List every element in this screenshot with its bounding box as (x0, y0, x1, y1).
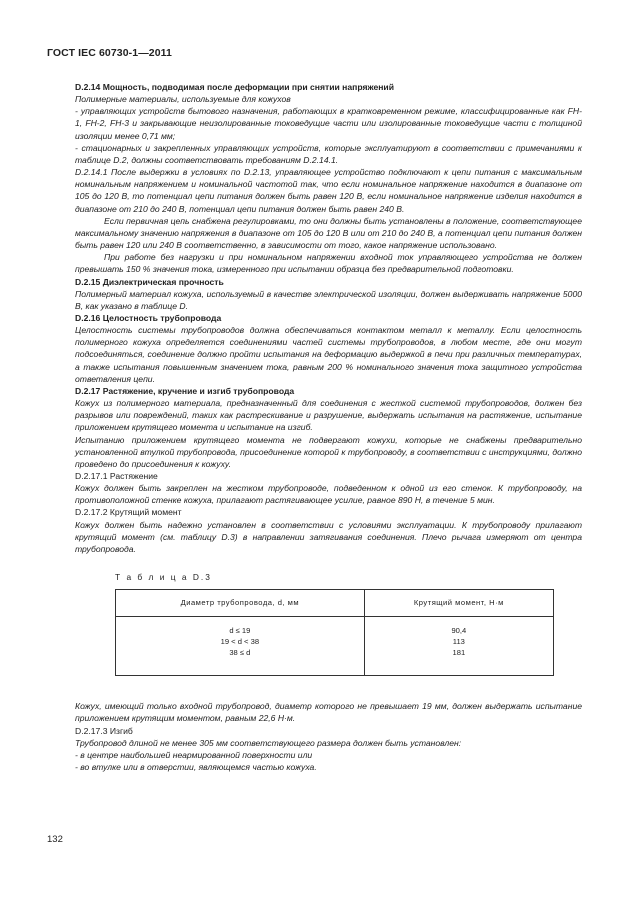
document-code-header: ГОСТ IEC 60730-1—2011 (47, 47, 172, 59)
paragraph: Полимерный материал кожуха, используемый в качестве электрической изоляции, должен выдерживать напряжение 5000 В, как указано в таблице D. (75, 288, 582, 311)
paragraph: - стационарных и закрепленных управляющих устройств, которые эксплуатируют в соответствии с примечаниями к таблице D.2, должны соответствовать требованиям D.2.14.1. (75, 142, 582, 165)
table-cell-torque: 90,4 (451, 626, 467, 636)
subsection-heading-d2172: D.2.17.2 Крутящий момент (75, 507, 182, 518)
table-cell-diameter: 19 < d < 38 (220, 637, 260, 647)
table-caption: Т а б л и ц а D.3 (115, 572, 212, 583)
section-heading-d216: D.2.16 Целостность трубопровода (75, 312, 222, 323)
paragraph: Полимерные материалы, используемые для кожухов (75, 94, 291, 105)
table-cell-diameter: 38 ≤ d (229, 648, 251, 658)
paragraph: Испытанию приложением крутящего момента не подвергают кожухи, которые не снабжены предварительно установленной втулкой трубопровода, присоединение которой к трубопроводу, в соответствии с инструкциями, должно проведено до присоединения к кожуху. (75, 434, 582, 469)
paragraph: При работе без нагрузки и при номинальном напряжении входной ток управляющего устройства не должен превышать 150 % значения тока, измеренного при испытании образца без предварительной подготовки. (75, 252, 582, 275)
section-heading-d214: D.2.14 Мощность, подводимая после деформации при снятии напряжений (75, 82, 394, 92)
table-header-diameter: Диаметр трубопровода, d, мм (116, 590, 365, 617)
torque-column (364, 617, 553, 676)
table-header-torque: Крутящий момент, Н·м (364, 590, 553, 617)
subsection-heading-d2171: D.2.17.1 Растяжение (75, 471, 158, 481)
subsection-heading-d2173: D.2.17.3 Изгиб (75, 725, 133, 736)
paragraph: D.2.14.1 После выдержки в условиях по D.2.13, управляющее устройство подключают к цепи питания с максимальным номинальным напряжением и номинальной частотой так, что если номинальное напряжение находится в диапазоне от 105 до 120 В, то потенциал цепи питания должен быть равен 120 В, если номинальное напряжение изделия находится в диапазоне от 210 до 240 В, потенциал цепи питания должен быть равен 240 В. (75, 167, 582, 214)
paragraph: Кожух, имеющий только входной трубопровод, диаметр которого не превышает 19 мм, должен выдержать испытание приложением крутящим моментом, равным 22,6 Н·м. (75, 701, 582, 724)
table-cell-torque: 113 (452, 637, 465, 647)
section-heading-d215: D.2.15 Диэлектрическая прочность (75, 276, 224, 287)
paragraph: Кожух должен быть надежно установлен в соответствии с условиями эксплуатации. К трубопроводу прилагают крутящий момент (см. таблицу D.3) в направлении затягивания соединения. Плечо рычага измеряют от центра трубопровода. (75, 519, 582, 554)
paragraph: - управляющих устройств бытового назначения, работающих в кратковременном режиме, классифицированные как FH-1, FH-2, FH-3 и закрывающие неизолированные токоведущие части или изолированные токоведущие части с толщиной изоляции менее 0,71 мм; (75, 106, 582, 141)
paragraph: Кожух должен быть закреплен на жестком трубопроводе, подведенном к одной из его стенок. К трубопроводу, на противоположной стенке кожуха, прилагают растягивающее усилие, равное 890 Н, в течение 5 мин. (75, 483, 582, 506)
paragraph: Трубопровод длиной не менее 305 мм соответствующего размера должен быть установлен: (75, 737, 462, 748)
paragraph: Если первичная цепь снабжена регулировками, то они должны быть установлены в положение, соответствующее максимальному значению напряжения в диапазоне от 105 до 120 В или от 210 до 240 В, а потенциал цепи питания должен быть равен 120 или 240 В соответственно, в зависимости от того, какое напряжение использовано. (75, 215, 582, 251)
paragraph: Кожух из полимерного материала, предназначенный для соединения с жесткой системой трубопроводов, должен без разрывов или повреждений, таких как растрескивание и разрушение, выдержать испытания на растяжение, испытание приложением крутящего момента и испытание на изгиб. (75, 398, 582, 433)
paragraph: Целостность системы трубопроводов должна обеспечиваться контактом металл к металлу. Если целостность полимерного кожуха определяется соединениями частей системы трубопроводов, в любом месте, где они могут подсоединяться, соединение должно пройти испытания на деформацию выдержкой в печи при различных температурах, а также испытания повышенным значением тока, равным 200 % номинального значения тока защитного устройства ответвления цепи. (75, 325, 582, 384)
table-cell-diameter: d ≤ 19 (229, 626, 251, 636)
diameter-column (116, 617, 365, 676)
paragraph: - во втулке или в отверстии, являющемся частью кожуха. (75, 762, 317, 773)
torque-table (115, 589, 554, 676)
section-heading-d217: D.2.17 Растяжение, кручение и изгиб трубопровода (75, 385, 295, 396)
page-number: 132 (47, 834, 63, 845)
paragraph: - в центре наибольшей неармированной поверхности или (75, 749, 313, 760)
table-cell-torque: 181 (452, 648, 466, 658)
page-content (75, 81, 582, 773)
